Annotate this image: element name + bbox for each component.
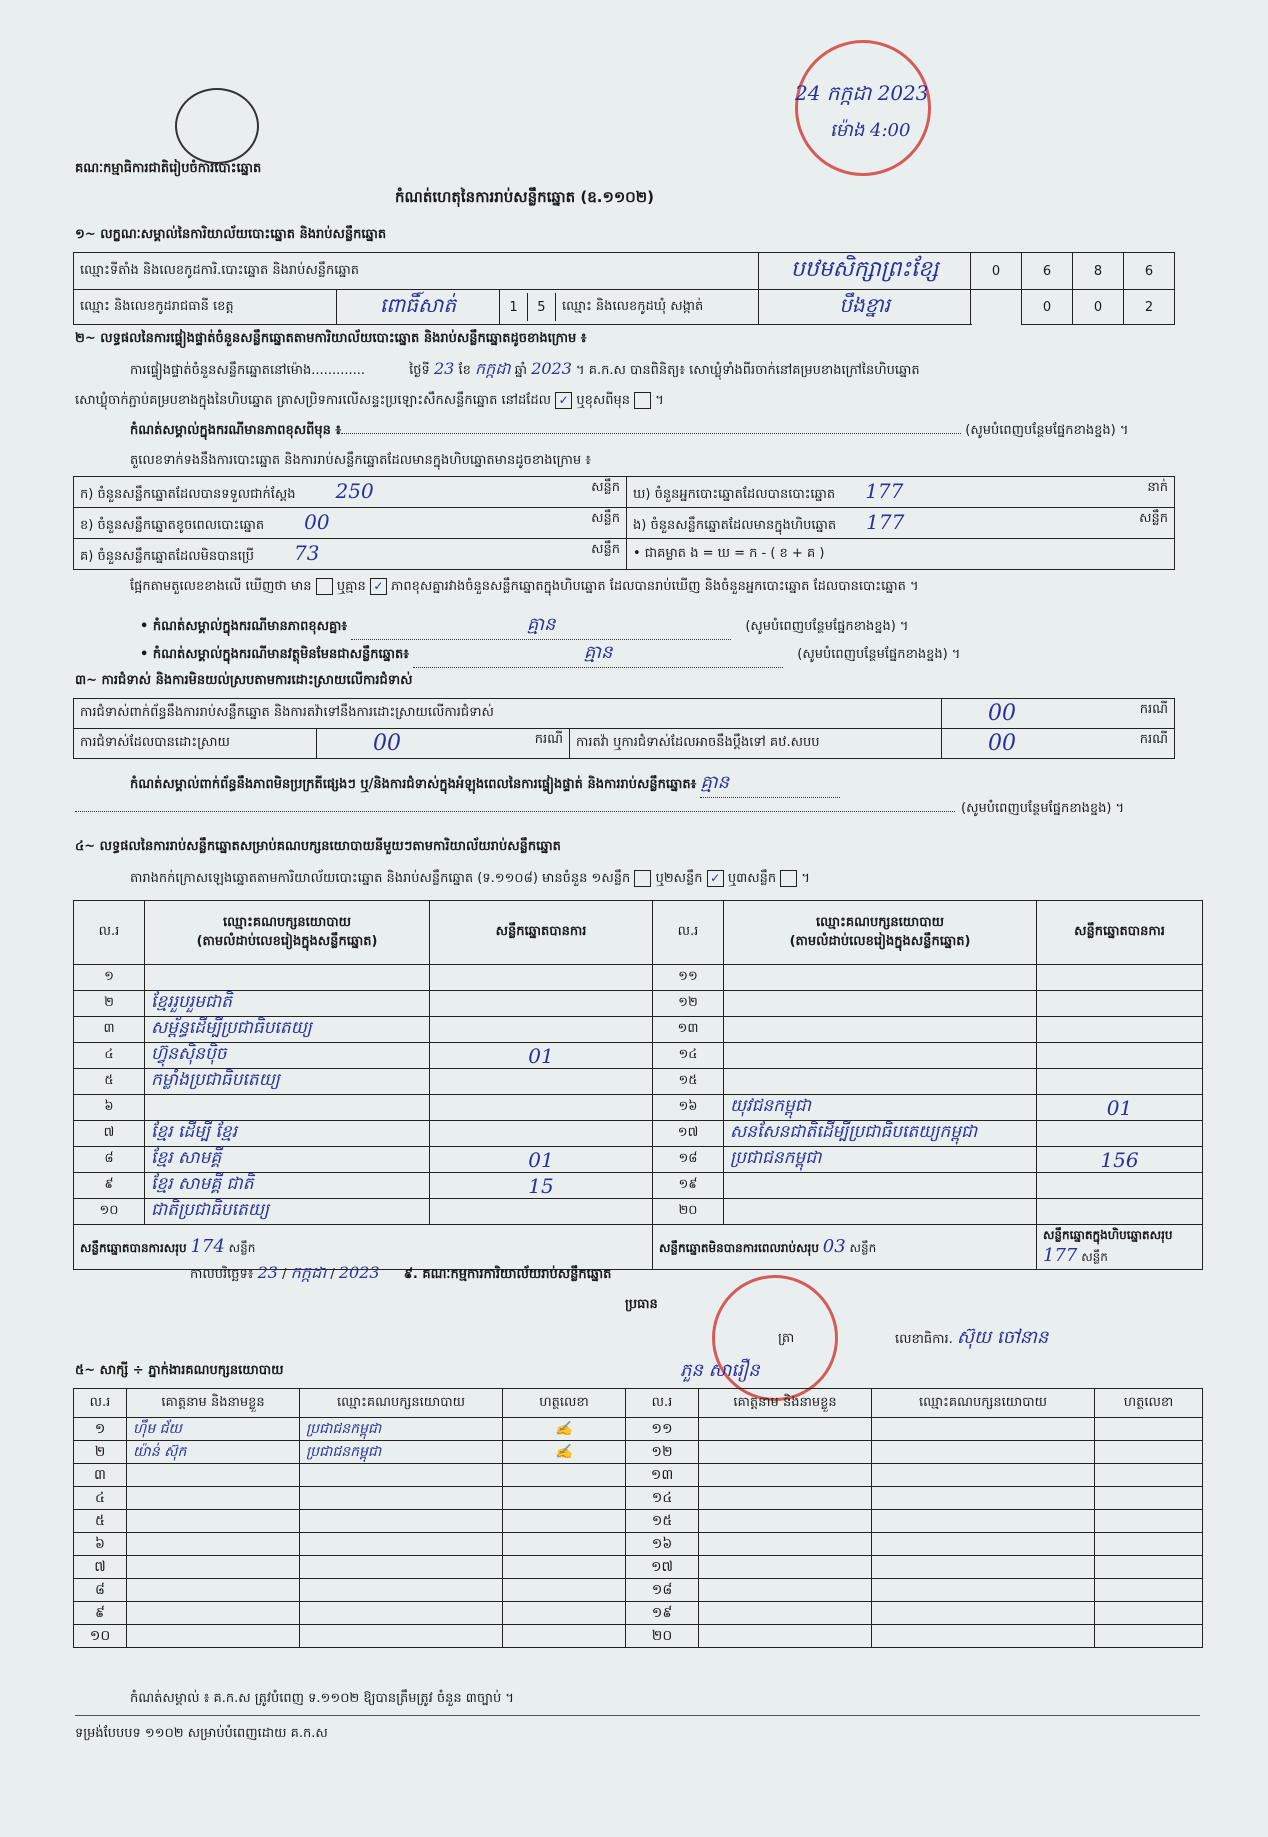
col-sign-header: ហត្ថលេខា xyxy=(503,1389,626,1418)
vote-row xyxy=(74,1173,1203,1199)
sec5-heading: ៥~ សាក្សី ÷ ភ្នាក់ងារគណបក្សនយោបាយ xyxy=(75,1363,284,1378)
stamp-label: ត្រា xyxy=(778,1331,795,1346)
sec3-heading: ៣~ ការជំទាស់ និងការមិនយល់ស្របតាមការដោះស្រាយលើការជំទាស់ xyxy=(75,673,413,688)
row-number: ១៩ xyxy=(653,1173,724,1199)
witness-name xyxy=(699,1464,872,1487)
witness-party xyxy=(872,1579,1095,1602)
witness-party xyxy=(872,1602,1095,1625)
witness-signature: ✍ xyxy=(503,1418,626,1441)
party-name xyxy=(724,1199,1037,1225)
row-number: ១៧ xyxy=(653,1121,724,1147)
objections-table: ការជំទាស់ពាក់ព័ន្ធនឹងការរាប់សន្លឹកឆ្នោត និងការតវ៉ាទៅនឹងការដោះស្រាយលើការជំទាស់ 00 ករណី ការជំទាស់ដែលបានដោះស្រាយ 00 ករណី ការតវ៉ា ឬការជំទាស់ដែលអាចនឹងប្ដឹងទៅ គឋ.សបប 00 ករណី xyxy=(73,698,1175,759)
witness-party xyxy=(300,1602,503,1625)
witness-name xyxy=(127,1625,300,1648)
witness-signature xyxy=(1095,1510,1203,1533)
note-line: កំណត់សម្គាល់ក្នុងករណីមានភាពខុសពីមុន ៖ (សូមបំពេញបន្ថែមផ្នែកខាងខ្នង) ។ xyxy=(130,423,1129,438)
province-label: ឈ្មោះ និងលេខកូដរាជធានី ខេត្ត xyxy=(74,290,337,325)
witness-row xyxy=(74,1418,1203,1441)
chair-name: ភួន សារឿន xyxy=(680,1360,760,1381)
vote-row xyxy=(74,1017,1203,1043)
sec1-heading: ១~ លក្ខណៈសម្គាល់នៃការិយាល័យបោះឆ្នោត និងរាប់សន្លឹកឆ្នោត xyxy=(75,227,387,242)
witness-party xyxy=(872,1418,1095,1441)
col-name-header: គោត្តនាម និងនាមខ្លួន xyxy=(699,1389,872,1418)
form-footer: ទម្រង់បែបបទ ១១០២ សម្រាប់បំពេញដោយ គ.ក.ស xyxy=(75,1726,328,1741)
witness-party xyxy=(300,1464,503,1487)
row-number: ៨ xyxy=(74,1147,145,1173)
commune-name: បឹងខ្នារ xyxy=(759,290,971,325)
valid-votes xyxy=(430,1069,653,1095)
code-digit: 2 xyxy=(1124,290,1175,325)
objection-label: ការជំទាស់ពាក់ព័ន្ធនឹងការរាប់សន្លឹកឆ្នោត និងការតវ៉ាទៅនឹងការដោះស្រាយលើការជំទាស់ xyxy=(74,699,942,729)
valid-votes xyxy=(1037,991,1203,1017)
row-number: ៩ xyxy=(74,1173,145,1199)
witness-party xyxy=(300,1556,503,1579)
col-party-header: ឈ្មោះគណបក្សនយោបាយ xyxy=(300,1389,503,1418)
witness-signature xyxy=(503,1625,626,1648)
party-name: ខ្មែរ សាមគ្គី ជាតិ xyxy=(145,1173,430,1199)
row-number: ១០ xyxy=(74,1199,145,1225)
witness-row xyxy=(74,1487,1203,1510)
vote-row xyxy=(74,991,1203,1017)
row-number: ៦ xyxy=(74,1533,127,1556)
witness-party xyxy=(872,1533,1095,1556)
form-title: កំណត់ហេតុនៃការរាប់សន្លឹកឆ្នោត (ឧ.១១០២) xyxy=(395,188,655,206)
witness-name xyxy=(127,1602,300,1625)
no-diff-checkbox[interactable]: ✓ xyxy=(370,578,387,595)
witness-party xyxy=(872,1487,1095,1510)
col-party-header: ឈ្មោះគណបក្សនយោបាយ (តាមលំដាប់លេខរៀងក្នុងសន្លឹកឆ្នោត) xyxy=(145,901,430,965)
valid-votes: 15 xyxy=(430,1173,653,1199)
vote-row xyxy=(74,1095,1203,1121)
row-number: ២០ xyxy=(653,1199,724,1225)
col-no-header: ល.រ xyxy=(626,1389,699,1418)
vote-row xyxy=(74,1199,1203,1225)
party-name: យុវជនកម្ពុជា xyxy=(724,1095,1037,1121)
vote-row xyxy=(74,1121,1203,1147)
chair-label: ប្រធាន xyxy=(625,1297,658,1312)
party-name xyxy=(724,991,1037,1017)
irregularity-note: កំណត់សម្គាល់ពាក់ព័ន្ធនឹងភាពមិនប្រក្រតីផ្សេងៗ ឬ/និងការជំទាស់ក្នុងអំឡុងពេលនៃការផ្ទៀងផ្ទាត់ និងការរាប់សន្លឹកឆ្នោត៖ គ្មាន xyxy=(130,770,840,798)
sign-date: កាលបរិច្ឆេទ៖ 23 / កក្កដា / 2023 ៩. គណៈកម្មការការិយាល័យរាប់សន្លឹកឆ្នោត xyxy=(190,1263,612,1282)
witness-signature xyxy=(1095,1625,1203,1648)
witness-name xyxy=(699,1487,872,1510)
col-party-header: ឈ្មោះគណបក្សនយោបាយ (តាមលំដាប់លេខរៀងក្នុងសន្លឹកឆ្នោត) xyxy=(724,901,1037,965)
witness-row xyxy=(74,1464,1203,1487)
witness-row xyxy=(74,1556,1203,1579)
station-table xyxy=(73,252,1175,325)
row-number: ១៦ xyxy=(626,1533,699,1556)
three-sheet-checkbox[interactable] xyxy=(780,870,797,887)
party-name: ខ្មែររួបរួមជាតិ xyxy=(145,991,430,1017)
witness-signature xyxy=(1095,1464,1203,1487)
witness-signature xyxy=(503,1533,626,1556)
witness-signature xyxy=(1095,1556,1203,1579)
witness-name xyxy=(699,1625,872,1648)
row-number: ១២ xyxy=(626,1441,699,1464)
witness-party xyxy=(300,1487,503,1510)
witness-party xyxy=(872,1441,1095,1464)
row-number: ៨ xyxy=(74,1579,127,1602)
witness-name xyxy=(699,1441,872,1464)
valid-votes: 156 xyxy=(1037,1147,1203,1173)
row-number: ១១ xyxy=(626,1418,699,1441)
row-number: ១៤ xyxy=(626,1487,699,1510)
party-name: ហ៊្វុនស៊ិនប៉ិច xyxy=(145,1043,430,1069)
row-number: ៥ xyxy=(74,1510,127,1533)
valid-votes xyxy=(430,1095,653,1121)
row-number: ៧ xyxy=(74,1556,127,1579)
witness-party xyxy=(300,1510,503,1533)
org-name: គណៈកម្មាធិការជាតិរៀបចំការបោះឆ្នោត xyxy=(75,161,262,176)
code-digit: 0 xyxy=(971,253,1022,290)
figure-row: ខ) ចំនួនសន្លឹកឆ្នោតខូចពេលបោះឆ្នោត 00 សន្លឹក ង) ចំនួនសន្លឹកឆ្នោតដែលមានក្នុងហិបឆ្នោត 177 សន្លឹក xyxy=(74,508,1175,539)
valid-votes xyxy=(430,991,653,1017)
appeal-label: ការតវ៉ា ឬការជំទាស់ដែលអាចនឹងប្ដឹងទៅ គឋ.សបប xyxy=(570,729,942,759)
resolved-label: ការជំទាស់ដែលបានដោះស្រាយ xyxy=(74,729,317,759)
row-number: ៣ xyxy=(74,1464,127,1487)
valid-votes xyxy=(430,1199,653,1225)
row-number: ១២ xyxy=(653,991,724,1017)
row-number: ៤ xyxy=(74,1487,127,1510)
party-name xyxy=(724,965,1037,991)
secretary: លេខាធិការ. ស៊ុយ ចៅនាន xyxy=(895,1327,1049,1348)
nec-emblem-icon xyxy=(175,88,259,164)
party-name: ជាតិប្រជាធិបតេយ្យ xyxy=(145,1199,430,1225)
figures-intro: តួលេខទាក់ទងនឹងការបោះឆ្នោត និងការរាប់សន្លឹកឆ្នោតដែលមានក្នុងហិបឆ្នោតមានដូចខាងក្រោម ៖ xyxy=(130,453,591,468)
row-number: ១៣ xyxy=(626,1464,699,1487)
sheets-line: តារាងកក់ក្រោសឡេងឆ្នោតតាមការិយាល័យបោះឆ្នោត និងរាប់សន្លឹកឆ្នោត (ទ.១១០៨) មានចំនួន ១សន្លឹក ឬ២សន្លឹក ✓ ឬ៣សន្លឹក ។ xyxy=(130,871,810,886)
row-number: ១០ xyxy=(74,1625,127,1648)
valid-votes xyxy=(430,1017,653,1043)
code-digit: 1 xyxy=(500,293,527,321)
valid-votes: 01 xyxy=(430,1043,653,1069)
row-number: ១៧ xyxy=(626,1556,699,1579)
party-name xyxy=(724,1043,1037,1069)
row-number: ១៦ xyxy=(653,1095,724,1121)
col-name-header: គោត្តនាម និងនាមខ្លួន xyxy=(127,1389,300,1418)
witness-name xyxy=(699,1579,872,1602)
valid-votes xyxy=(1037,1121,1203,1147)
code-digit: 8 xyxy=(1073,253,1124,290)
row-number: ៩ xyxy=(74,1602,127,1625)
commune-label: ឈ្មោះ និងលេខកូដឃុំ សង្កាត់ xyxy=(561,298,704,314)
valid-votes xyxy=(1037,1017,1203,1043)
footer-divider xyxy=(75,1715,1200,1716)
row-number: ១៥ xyxy=(626,1510,699,1533)
witness-row xyxy=(74,1579,1203,1602)
row-number: ៤ xyxy=(74,1043,145,1069)
witness-name xyxy=(699,1533,872,1556)
province-name: ពោធិ៍សាត់ xyxy=(337,290,500,325)
witness-party xyxy=(300,1533,503,1556)
row-number: ១៨ xyxy=(653,1147,724,1173)
check-line-2: សោឃ្លុំចាក់ភ្ជាប់គម្របខាងក្នុងនៃហិបឆ្នោត ត្រាសប្រិទការលើសន្ទះប្រឡោះសឹកសន្លឹកឆ្នោត នៅដដែល ✓ ឬខុសពីមុន ។ xyxy=(75,393,664,408)
witness-name xyxy=(127,1510,300,1533)
valid-votes xyxy=(1037,1173,1203,1199)
col-votes-header: សន្លឹកឆ្នោតបានការ xyxy=(430,901,653,965)
witness-party xyxy=(872,1464,1095,1487)
party-name: សនសែនជាតិដើម្បីប្រជាធិបតេយ្យកម្ពុជា xyxy=(724,1121,1037,1147)
witness-name xyxy=(127,1464,300,1487)
code-digit: 0 xyxy=(1022,290,1073,325)
figure-row: ក) ចំនួនសន្លឹកឆ្នោតដែលបានទទួលជាក់ស្ដែង 250 សន្លឹក ឃ) ចំនួនអ្នកបោះឆ្នោតដែលបានបោះឆ្នោត 177 នាក់ xyxy=(74,477,1175,508)
witness-row xyxy=(74,1510,1203,1533)
witness-name xyxy=(127,1533,300,1556)
witness-party xyxy=(872,1556,1095,1579)
witness-name xyxy=(127,1556,300,1579)
col-no-header: ល.រ xyxy=(74,1389,127,1418)
col-votes-header: សន្លឹកឆ្នោតបានការ xyxy=(1037,901,1203,965)
witness-signature xyxy=(503,1464,626,1487)
valid-votes xyxy=(430,965,653,991)
col-no-header: ល.រ xyxy=(653,901,724,965)
valid-votes xyxy=(1037,1199,1203,1225)
col-no-header: ល.រ xyxy=(74,901,145,965)
witness-name: យ៉ាន់ ស៊ុក xyxy=(127,1441,300,1464)
station-name: បឋមសិក្សាព្រះខ្សែ xyxy=(759,253,971,290)
party-name xyxy=(145,965,430,991)
witness-row xyxy=(74,1441,1203,1464)
row-number: ១១ xyxy=(653,965,724,991)
one-sheet-checkbox[interactable] xyxy=(634,870,651,887)
witness-signature xyxy=(1095,1579,1203,1602)
compare-line: ផ្អែកតាមតួលេខខាងលើ ឃើញថា មាន ឬគ្មាន ✓ ភាពខុសគ្នារវាងចំនួនសន្លឹកឆ្នោតក្នុងហិបឆ្នោត ដែលបានរាប់ឃើញ និងចំនួនអ្នកបោះឆ្នោត ដែលបានបោះឆ្នោត ។ xyxy=(130,579,919,594)
row-number: ៥ xyxy=(74,1069,145,1095)
witness-party: ប្រជាជនកម្ពុជា xyxy=(300,1441,503,1464)
row-number: ២ xyxy=(74,1441,127,1464)
vote-row xyxy=(74,1043,1203,1069)
valid-votes xyxy=(1037,965,1203,991)
sec4-heading: ៤~ លទ្ធផលនៃការរាប់សន្លឹកឆ្នោតសម្រាប់គណបក្សនយោបាយនីមួយៗតាមការិយាល័យរាប់សន្លឹកឆ្នោត xyxy=(75,839,561,854)
witness-party xyxy=(300,1579,503,1602)
object-note: • កំណត់សម្គាល់ក្នុងករណីមានវត្ថុមិនមែនជាសន្លឹកឆ្នោត៖ គ្មាន (សូមបំពេញបន្ថែមផ្នែកខាងខ្នង) ។ xyxy=(140,640,1250,668)
witness-signature xyxy=(1095,1602,1203,1625)
diff-note: • កំណត់សម្គាល់ក្នុងករណីមានភាពខុសគ្នា៖ គ្មាន (សូមបំពេញបន្ថែមផ្នែកខាងខ្នង) ។ xyxy=(140,612,1250,640)
irregularity-note-2: (សូមបំពេញបន្ថែមផ្នែកខាងខ្នង) ។ xyxy=(75,800,1124,819)
witness-name xyxy=(699,1602,872,1625)
code-digit: 0 xyxy=(1073,290,1124,325)
party-name: កម្លាំងប្រជាធិបតេយ្យ xyxy=(145,1069,430,1095)
witness-row xyxy=(74,1625,1203,1648)
row-number: ៦ xyxy=(74,1095,145,1121)
figures-table xyxy=(73,476,1175,570)
witness-party xyxy=(300,1625,503,1648)
witness-signature xyxy=(503,1579,626,1602)
party-name: ខ្មែរ សាមគ្គី xyxy=(145,1147,430,1173)
row-number: ១ xyxy=(74,1418,127,1441)
row-number: ២០ xyxy=(626,1625,699,1648)
footnote: កំណត់សម្គាល់ ៖ គ.ក.ស ត្រូវបំពេញ ទ.១១០២ ឱ្យបានត្រឹមត្រូវ ចំនួន ៣ច្បាប់ ។ xyxy=(130,1691,514,1706)
witness-signature xyxy=(1095,1487,1203,1510)
row-number: ១ xyxy=(74,965,145,991)
party-name: ខ្មែរ ដើម្បី ខ្មែរ xyxy=(145,1121,430,1147)
witness-name xyxy=(127,1487,300,1510)
witness-signature xyxy=(503,1510,626,1533)
witness-signature xyxy=(503,1556,626,1579)
row-number: ៧ xyxy=(74,1121,145,1147)
col-party-header: ឈ្មោះគណបក្សនយោបាយ xyxy=(872,1389,1095,1418)
witness-signature xyxy=(503,1487,626,1510)
party-name xyxy=(724,1069,1037,1095)
row-number: ២ xyxy=(74,991,145,1017)
witness-name xyxy=(699,1556,872,1579)
vote-row xyxy=(74,1147,1203,1173)
valid-votes xyxy=(1037,1043,1203,1069)
station-label: ឈ្មោះទីតាំង និងលេខកូដការិ.បោះឆ្នោត និងរាប់សន្លឹកឆ្នោត xyxy=(74,253,759,290)
witness-table xyxy=(73,1388,1203,1648)
witness-party: ប្រជាជនកម្ពុជា xyxy=(300,1418,503,1441)
witness-name xyxy=(699,1418,872,1441)
sec2-heading: ២~ លទ្ធផលនៃការផ្ទៀងផ្ទាត់ចំនួនសន្លឹកឆ្នោតតាមការិយាល័យបោះឆ្នោត និងរាប់សន្លឹកឆ្នោតដូចខាងក្រោម ៖ xyxy=(75,331,587,346)
figure-row: គ) ចំនួនសន្លឹកឆ្នោតដែលមិនបានប្រើ 73 សន្លឹក • ជាគម្លាត ង = ឃ = ក - ( ខ + គ ) xyxy=(74,539,1175,570)
votes-table: ល.រ ឈ្មោះគណបក្សនយោបាយ (តាមលំដាប់លេខរៀងក្នុងសន្លឹកឆ្នោត) សន្លឹកឆ្នោតបានការ ល.រ ឈ្មោះគណបក្សនយោបាយ (តាមលំដាប់លេខរៀងក្នុងសន្លឹកឆ្នោត) សន្លឹកឆ្នោតបានការ ១ ១១ ២ ខ្មែររួបរួមជាតិ ១២ ៣ សម្ព័ន្ធដើម្បីប្រជាធិបតេយ្យ ១៣ ៤ ហ៊្វុនស៊ិនប៉ិច 01 ១៤ ៥ កម្លាំងប្រជាធិបតេយ្យ ១៥ ៦ ១៦ យុវជនកម្ពុជា 01 ៧ ខ្មែរ ដើម្បី ខ្មែរ ១៧ សនសែនជាតិដើម្បីប្រជាធិបតេយ្យកម្ពុជា ៨ ខ្មែរ សាមគ្គី 01 ១៨ ប្រជាជនកម្ពុជា 156 ៩ ខ្មែរ សាមគ្គី ជាតិ 15 ១៩ ១០ ជាតិប្រជាធិបតេយ្យ ២០ សន្លឹកឆ្នោតបានការសរុប 174 សន្លឹក សន្លឹកឆ្នោតមិនបានការពេលរាប់សរុប 03 សន្លឹក សន្លឹកឆ្នោតក្នុងហិបឆ្នោតសរុប 177 សន្លឹក xyxy=(73,900,1203,1270)
two-sheet-checkbox[interactable]: ✓ xyxy=(707,870,724,887)
row-number: ១៣ xyxy=(653,1017,724,1043)
vote-row xyxy=(74,1069,1203,1095)
witness-signature xyxy=(1095,1418,1203,1441)
witness-signature: ✍ xyxy=(503,1441,626,1464)
vote-row xyxy=(74,965,1203,991)
valid-votes xyxy=(1037,1069,1203,1095)
different-checkbox[interactable] xyxy=(634,392,651,409)
row-number: ៣ xyxy=(74,1017,145,1043)
code-digit: 6 xyxy=(1022,253,1073,290)
col-sign-header: ហត្ថលេខា xyxy=(1095,1389,1203,1418)
code-digit: 5 xyxy=(527,293,555,321)
party-name: សម្ព័ន្ធដើម្បីប្រជាធិបតេយ្យ xyxy=(145,1017,430,1043)
witness-name xyxy=(699,1510,872,1533)
same-checkbox[interactable]: ✓ xyxy=(555,392,572,409)
valid-votes: 01 xyxy=(430,1147,653,1173)
row-number: ១៨ xyxy=(626,1579,699,1602)
row-number: ១៩ xyxy=(626,1602,699,1625)
witness-signature xyxy=(1095,1441,1203,1464)
witness-row xyxy=(74,1602,1203,1625)
witness-party xyxy=(872,1510,1095,1533)
valid-votes xyxy=(430,1121,653,1147)
party-name xyxy=(724,1173,1037,1199)
stamp-time: ម៉ោង 4:00 xyxy=(830,120,911,141)
valid-votes: 01 xyxy=(1037,1095,1203,1121)
code-digit: 6 xyxy=(1124,253,1175,290)
row-number: ១៤ xyxy=(653,1043,724,1069)
party-name xyxy=(145,1095,430,1121)
witness-row xyxy=(74,1533,1203,1556)
witness-party xyxy=(872,1625,1095,1648)
witness-name: ហ៊ឹម ជ័យ xyxy=(127,1418,300,1441)
witness-signature xyxy=(503,1602,626,1625)
check-line-1: ការផ្ទៀងផ្ទាត់ចំនួនសន្លឹកឆ្នោតនៅម៉ោង............. ថ្ងៃទី 23 ខែ កក្កដា ឆ្នាំ 2023 ។ គ.ក.ស បានពិនិត្យ៖ សោឃ្លុំទាំងពីរចាក់នៅគម្របខាងក្រៅនៃហិបឆ្នោត xyxy=(130,359,920,378)
row-number: ១៥ xyxy=(653,1069,724,1095)
party-name xyxy=(724,1017,1037,1043)
stamp-date: 24 កក្កដា 2023 xyxy=(795,81,929,105)
witness-signature xyxy=(1095,1533,1203,1556)
party-name: ប្រជាជនកម្ពុជា xyxy=(724,1147,1037,1173)
has-diff-checkbox[interactable] xyxy=(316,578,333,595)
witness-name xyxy=(127,1579,300,1602)
